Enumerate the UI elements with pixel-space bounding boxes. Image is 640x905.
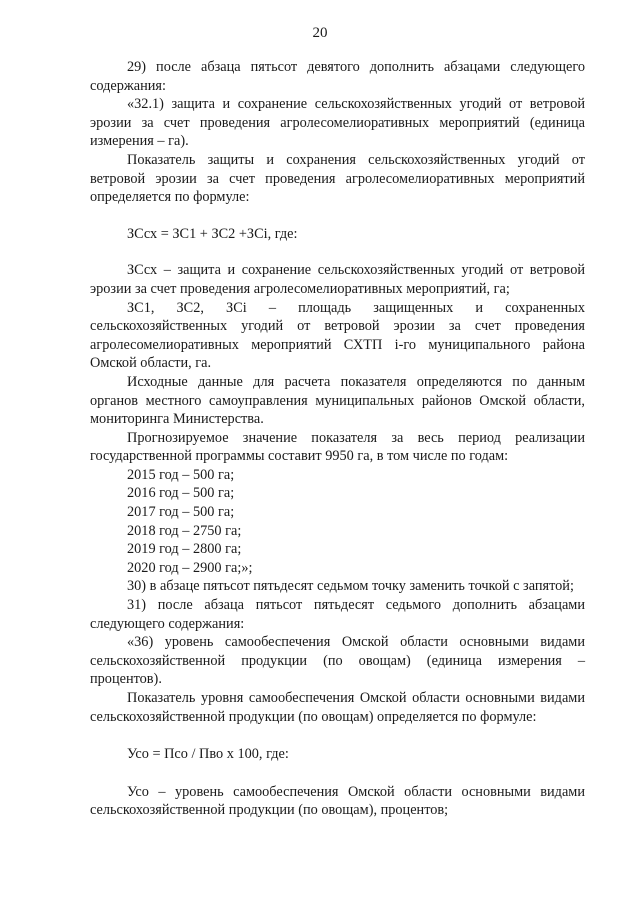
document-body [90, 58, 585, 820]
paragraph-zs-areas: ЗС1, ЗС2, ЗСi – площадь защищенных и сохраненных сельскохозяйственных угодий от ветровой эрозии за счет проведения агролесомелиоративных мероприятий СХТП i-го муниципального района Омской области, га. [90, 299, 585, 372]
paragraph-uso-definition: Усо – уровень самообеспечения Омской области основными видами сельскохозяйственной продукции (по овощам), процентов; [90, 783, 585, 819]
paragraph-indicator-definition: Показатель защиты и сохранения сельскохозяйственных угодий от ветровой эрозии за счет проведения агролесомелиоративных мероприятий определяется по формуле: [90, 151, 585, 206]
year-item: 2019 год – 2800 га; [127, 541, 242, 558]
year-item: 2016 год – 500 га; [127, 485, 235, 502]
paragraph-zssh-definition: ЗСсх – защита и сохранение сельскохозяйственных угодий от ветровой эрозии за счет проведения агролесомелиоративных мероприятий, га; [90, 262, 585, 297]
page-number: 20 [312, 25, 328, 41]
year-item: 2015 год – 500 га; [127, 466, 235, 483]
paragraph-amendment-29: 29) после абзаца пятьсот девятого дополнить абзацами следующего содержания: [90, 59, 585, 94]
paragraph-indicator-32-1: «32.1) защита и сохранение сельскохозяйственных угодий от ветровой эрозии за счет проведения агролесомелиоративных мероприятий (единица измерения – га). [90, 96, 585, 150]
formula-zssh: ЗСсх = ЗС1 + ЗС2 +ЗСi, где: [127, 225, 298, 242]
spacer [90, 207, 585, 225]
year-item: 2020 год – 2900 га;»; [127, 559, 253, 576]
spacer [90, 764, 585, 783]
paragraph-source-data: Исходные данные для расчета показателя определяются по данным органов местного самоуправления муниципальных районов Омской области, мониторинга Министерства. [90, 373, 585, 428]
spacer [90, 726, 585, 745]
paragraph-indicator-36: «36) уровень самообеспечения Омской области основными видами сельскохозяйственной продукции (по овощам) (единица измерения – процентов). [90, 634, 585, 688]
paragraph-self-sufficiency-definition: Показатель уровня самообеспечения Омской области основными видами сельскохозяйственной продукции (по овощам) определяется по формуле: [90, 690, 585, 725]
paragraph-amendment-31: 31) после абзаца пятьсот пятьдесят седьмого дополнить абзацами следующего содержания: [90, 597, 585, 632]
spacer [90, 243, 585, 261]
year-item: 2017 год – 500 га; [127, 504, 235, 521]
year-item: 2018 год – 2750 га; [127, 522, 242, 539]
paragraph-amendment-30: 30) в абзаце пятьсот пятьдесят седьмом точку заменить точкой с запятой; [127, 578, 574, 595]
formula-uso: Усо = Пco / Пво х 100, где: [127, 746, 289, 763]
paragraph-forecast: Прогнозируемое значение показателя за весь период реализации государственной программы составит 9950 га, в том числе по годам: [90, 429, 585, 465]
